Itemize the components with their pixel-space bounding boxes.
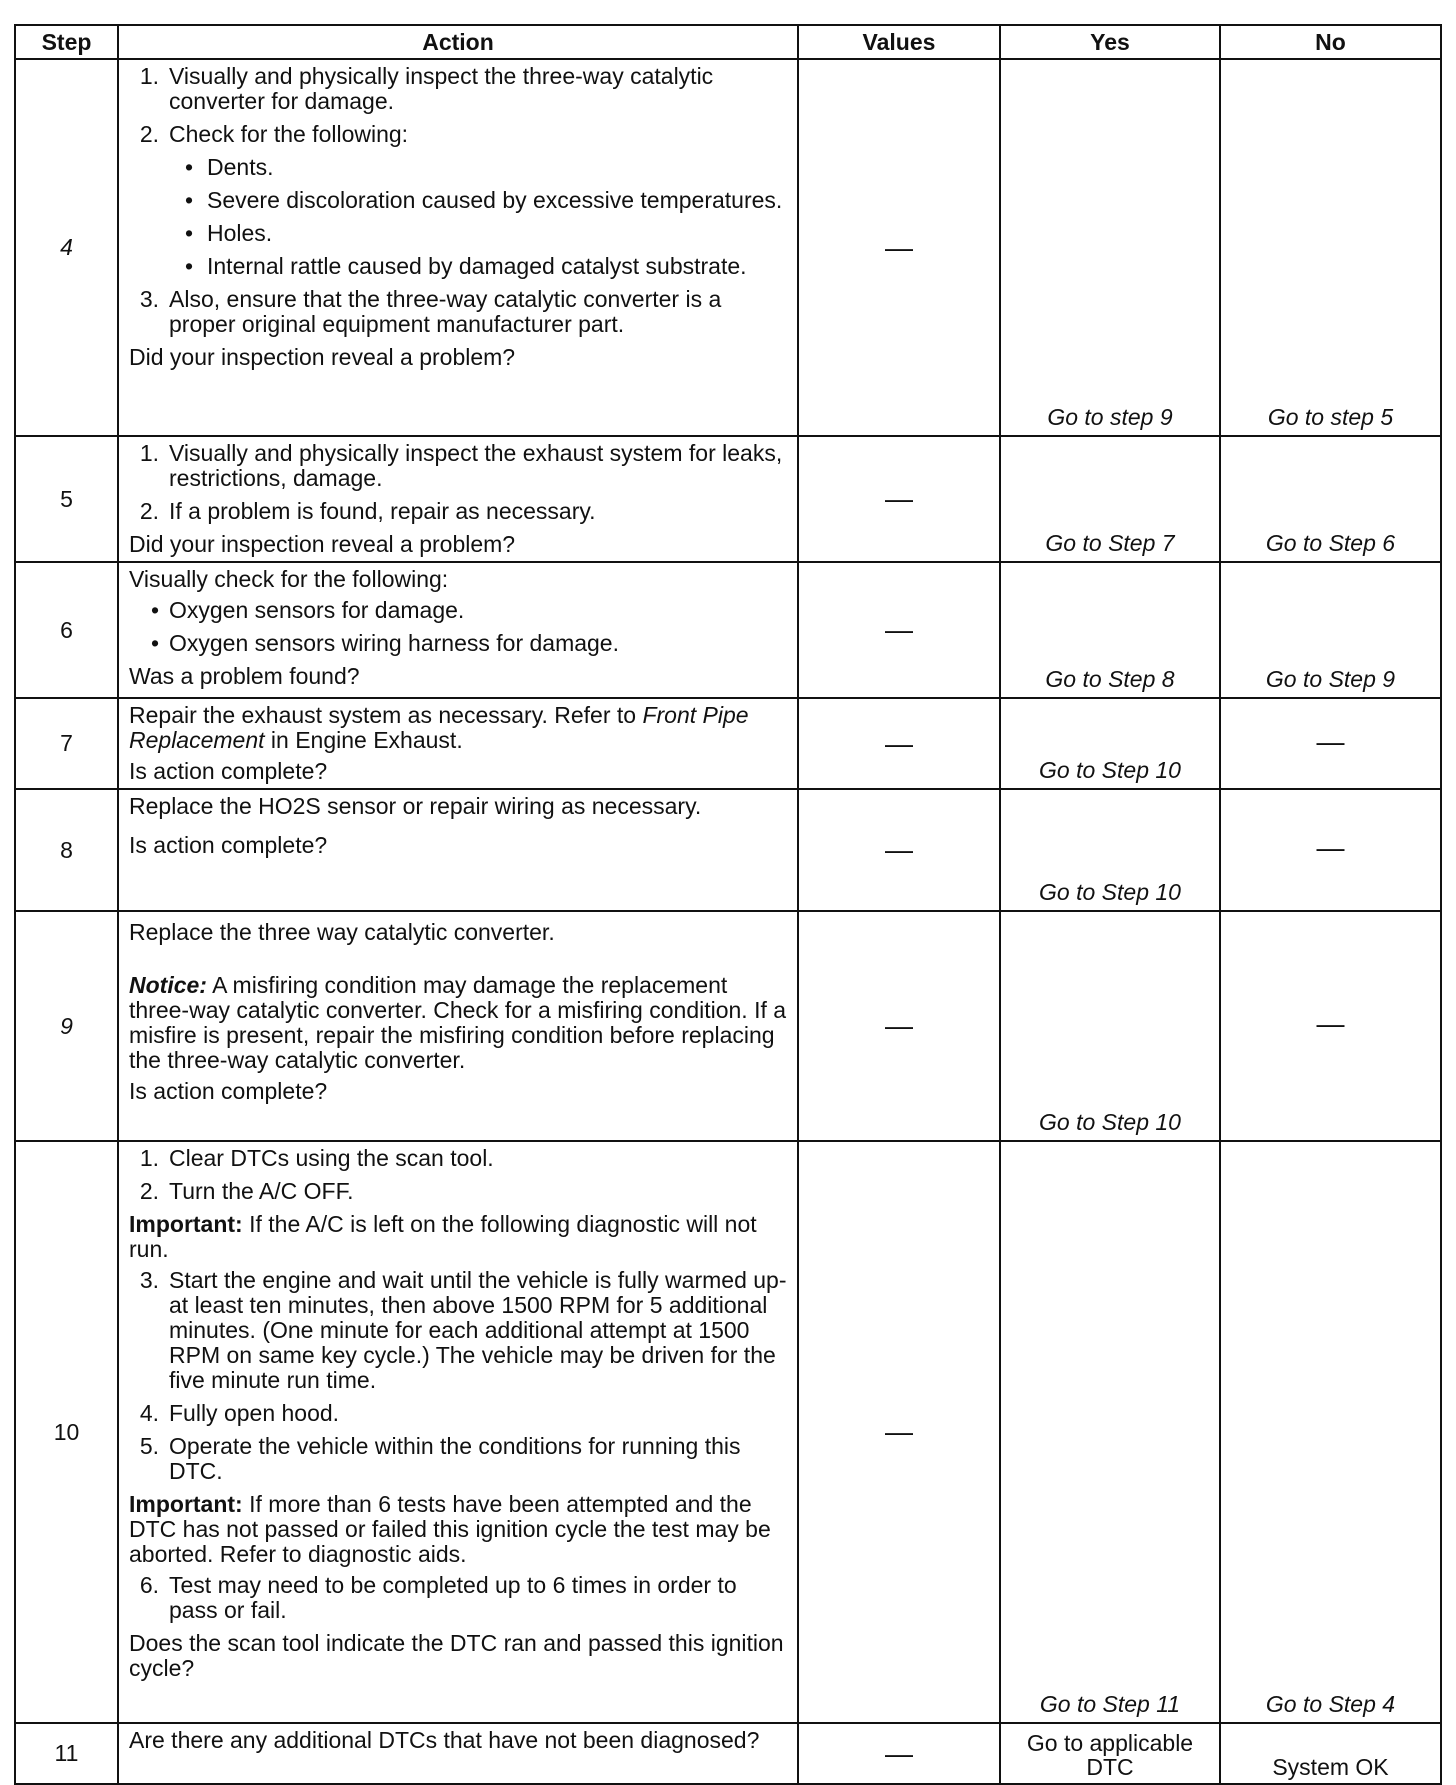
- action-cell: [118, 789, 798, 911]
- action-text: in Engine Exhaust.: [264, 727, 463, 753]
- step-number: 10: [15, 1141, 118, 1723]
- action-item: Visually and physically inspect the three-way catalytic converter for damage.: [169, 63, 714, 114]
- action-text: Repair the exhaust system as necessary. Refer to: [129, 702, 643, 728]
- yes-cell: Go to Step 11: [1000, 1141, 1220, 1723]
- table-row: [15, 436, 1441, 562]
- action-cell: 1. Clear DTCs using the scan tool. 2. Turn the A/C OFF. Important: If the A/C is left on the following diagnostic will not run. 3. Start the engine and wait until the vehicle is fully warmed up-at least ten minutes, then above 1500 RPM for 5 additional minutes. (One minute for each additional attempt at 1500 RPM on same key cycle.) The vehicle may be driven for the five minute run time. 4. Fully open hood. 5. Operate the vehicle within the conditions for running this DTC. Important: If more than 6 tests have been attempted and the DTC has not passed or failed this ignition cycle the test may be aborted. Refer to diagnostic aids. 6. Test may need to be completed up to 6 times in order to pass or fail. Does the scan tool indicate the DTC ran and passed this ignition cycle?: [118, 1141, 798, 1723]
- action-item: Fully open hood.: [169, 1400, 340, 1426]
- important-label: Important:: [129, 1211, 243, 1237]
- action-item: Turn the A/C OFF.: [169, 1178, 354, 1204]
- question-text: Did your inspection reveal a problem?: [129, 531, 516, 557]
- no-cell: Go to step 5: [1220, 59, 1441, 436]
- no-cell: —: [1220, 698, 1441, 789]
- bullet-item: Oxygen sensors for damage.: [169, 597, 465, 623]
- header-no: No: [1220, 25, 1441, 59]
- table-row: [15, 1723, 1441, 1784]
- question-text: Did your inspection reveal a problem?: [129, 344, 516, 370]
- action-cell: 1. Visually and physically inspect the three-way catalytic converter for damage. 2. Check for the following: • Dents. • Severe discoloration caused by excessive temperatures. • Holes. • Internal rattle caused by damaged catalyst substrate. 3. Also, ensure that the three-way catalytic converter is a proper original equipment manufacturer part. Did your inspection reveal a problem?: [118, 59, 798, 436]
- important-text: If the A/C is left on the following diagnostic will not run.: [129, 1211, 757, 1262]
- no-cell: System OK: [1220, 1723, 1441, 1784]
- diagnostic-table: [14, 24, 1442, 1785]
- action-item: If a problem is found, repair as necessary.: [169, 498, 596, 524]
- bullet-item: Oxygen sensors wiring harness for damage.: [169, 630, 619, 656]
- step-number: 4: [15, 59, 118, 436]
- action-text: Visually check for the following:: [129, 566, 449, 592]
- values-cell: —: [798, 436, 1000, 562]
- question-text: Is action complete?: [129, 832, 328, 858]
- no-cell: Go to Step 6: [1220, 436, 1441, 562]
- values-cell: —: [798, 911, 1000, 1141]
- no-cell: —: [1220, 789, 1441, 911]
- no-cell: Go to Step 4: [1220, 1141, 1441, 1723]
- question-text: Are there any additional DTCs that have not been diagnosed?: [129, 1727, 760, 1753]
- values-cell: —: [798, 698, 1000, 789]
- bullet-item: Holes.: [207, 220, 273, 246]
- header-values: Values: [798, 25, 1000, 59]
- bullet-item: Dents.: [207, 154, 274, 180]
- action-cell: 1. Visually and physically inspect the exhaust system for leaks, restrictions, damage. 2. If a problem is found, repair as necessary. Did your inspection reveal a problem?: [118, 436, 798, 562]
- values-cell: —: [798, 1723, 1000, 1784]
- action-cell: Visually check for the following: • Oxygen sensors for damage. • Oxygen sensors wiring harness for damage. Was a problem found?: [118, 562, 798, 698]
- action-item: Also, ensure that the three-way catalytic converter is a proper original equipment manufacturer part.: [169, 286, 722, 337]
- notice-label: Notice:: [129, 972, 207, 998]
- header-yes: Yes: [1000, 25, 1220, 59]
- bullet-item: Severe discoloration caused by excessive temperatures.: [207, 187, 783, 213]
- action-text: Replace the HO2S sensor or repair wiring as necessary.: [129, 793, 702, 819]
- table-row: [15, 59, 1441, 436]
- values-cell: —: [798, 59, 1000, 436]
- table-row: [15, 911, 1441, 1141]
- question-text: Was a problem found?: [129, 663, 360, 689]
- important-label: Important:: [129, 1491, 243, 1517]
- header-action: Action: [118, 25, 798, 59]
- step-number: 8: [15, 789, 118, 911]
- action-cell: [118, 698, 798, 789]
- yes-cell: Go to step 9: [1000, 59, 1220, 436]
- yes-cell: Go to Step 8: [1000, 562, 1220, 698]
- step-number: 7: [15, 698, 118, 789]
- action-item: Operate the vehicle within the conditions for running this DTC.: [169, 1433, 741, 1484]
- no-cell: Go to Step 9: [1220, 562, 1441, 698]
- values-cell: —: [798, 562, 1000, 698]
- header-step: Step: [15, 25, 118, 59]
- table-row: [15, 789, 1441, 911]
- important-text: If more than 6 tests have been attempted and the DTC has not passed or failed this ignition cycle the test may be aborted. Refer to diagnostic aids.: [129, 1491, 771, 1567]
- header-row: [15, 25, 1441, 59]
- action-item: Test may need to be completed up to 6 times in order to pass or fail.: [169, 1572, 737, 1623]
- table-row: [15, 698, 1441, 789]
- yes-cell: Go to applicable DTC: [1000, 1723, 1220, 1784]
- action-item: Visually and physically inspect the exhaust system for leaks, restrictions, damage.: [169, 440, 783, 491]
- bullet-item: Internal rattle caused by damaged catalyst substrate.: [207, 253, 747, 279]
- question-text: Does the scan tool indicate the DTC ran and passed this ignition cycle?: [129, 1630, 784, 1681]
- action-cell: [118, 911, 798, 1141]
- no-cell: —: [1220, 911, 1441, 1141]
- step-number: 5: [15, 436, 118, 562]
- table-row: [15, 562, 1441, 698]
- step-number: 11: [15, 1723, 118, 1784]
- reference-link: Front Pipe Replacement: [129, 702, 749, 753]
- step-number: 6: [15, 562, 118, 698]
- action-item: Clear DTCs using the scan tool.: [169, 1145, 494, 1171]
- table-row: [15, 1141, 1441, 1723]
- action-item: Start the engine and wait until the vehicle is fully warmed up-at least ten minutes, then above 1500 RPM for 5 additional minutes. (One minute for each additional attempt at 1500 RPM on same key cycle.) The vehicle may be driven for the five minute run time.: [169, 1267, 787, 1393]
- action-text: Replace the three way catalytic converter.: [129, 919, 555, 945]
- step-number: 9: [15, 911, 118, 1141]
- notice-text: A misfiring condition may damage the replacement three-way catalytic converter. Check for a misfiring condition. If a misfire is present, repair the misfiring condition before replacing the three-way catalytic converter.: [129, 972, 787, 1073]
- action-item: Check for the following:: [169, 121, 409, 147]
- yes-cell: Go to Step 10: [1000, 789, 1220, 911]
- values-cell: —: [798, 789, 1000, 911]
- question-text: Is action complete?: [129, 1078, 328, 1104]
- values-cell: —: [798, 1141, 1000, 1723]
- yes-cell: Go to Step 7: [1000, 436, 1220, 562]
- yes-cell: Go to Step 10: [1000, 698, 1220, 789]
- action-cell: [118, 1723, 798, 1784]
- yes-cell: Go to Step 10: [1000, 911, 1220, 1141]
- question-text: Is action complete?: [129, 758, 328, 784]
